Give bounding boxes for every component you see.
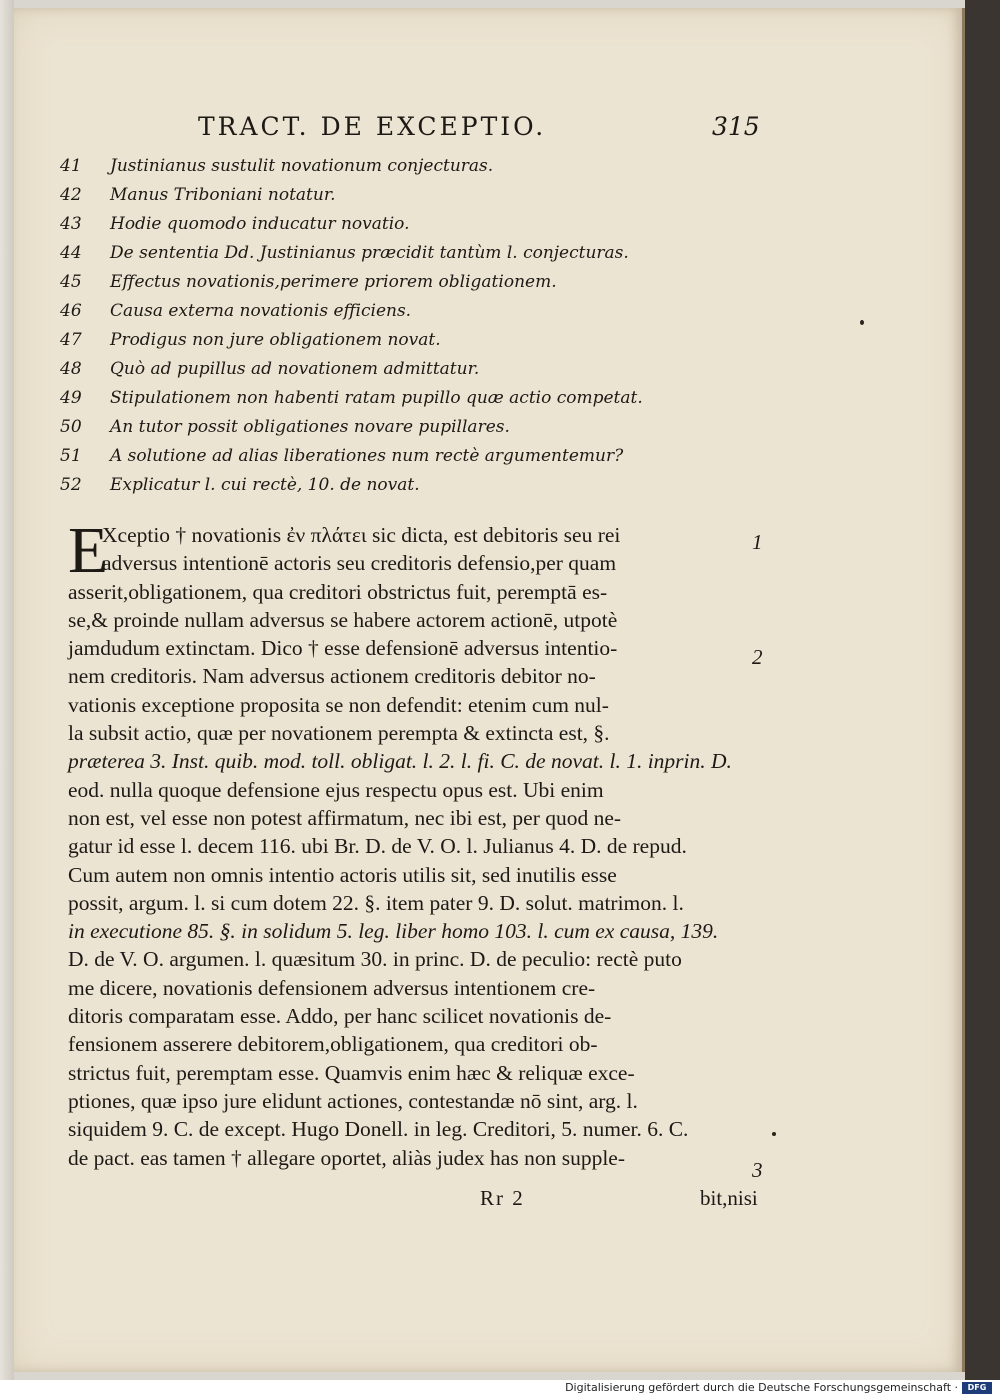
summary-number: 48 [60,359,82,379]
body-line: Xceptio † novationis ἐν πλάτει sic dicta, est debitoris seu rei [102,523,621,547]
body-line: ptiones, quæ ipso jure elidunt actiones, contestandæ nō sint, arg. l. [68,1088,638,1113]
body-line: non est, vel esse non potest affirmatum, nec ibi est, per quod ne- [68,805,622,830]
summary-item [60,446,680,475]
scan-background [965,0,1000,1380]
running-title: TRACT. DE EXCEPTIO. [198,112,547,141]
summary-number: 42 [60,185,82,205]
body-line: fensionem asserere debitorem,obligationem, qua creditori ob- [68,1032,598,1057]
summary-text: Manus Triboniani notatur. [110,185,336,205]
body-line: præterea 3. Inst. quib. mod. toll. obligat. l. 2. l. fi. C. de novat. l. 1. inprin. D. [68,749,732,774]
summary-number: 52 [60,475,82,495]
body-line: se,& proinde nullam adversus se habere actorem actionē, utpotè [68,607,618,632]
summary-text: Hodie quomodo inducatur novatio. [110,214,410,234]
signature-mark: Rr 2 [480,1186,525,1210]
drop-cap: E [68,514,109,587]
margin-note: 2 [752,645,763,669]
footer-bar [0,1380,1000,1396]
body-line: adversus intentionē actoris seu creditoris defensio,per quam [102,551,617,576]
summary-text: Quò ad pupillus ad novationem admittatur. [110,359,480,379]
catchword: bit,nisi [700,1186,758,1210]
summary-number: 50 [60,417,82,437]
body-line: me dicere, novationis defensionem adversus intentionem cre- [68,975,596,1000]
margin-note: 1 [752,530,763,554]
summary-text: Causa externa novationis efficiens. [110,301,412,321]
body-line: gatur id esse l. decem 116. ubi Br. D. de V. O. l. Julianus 4. D. de repud. [68,834,687,859]
ink-speck [860,320,864,325]
summary-number: 46 [60,301,82,321]
body-line: possit, argum. l. si cum dotem 22. §. item pater 9. D. solut. matrimon. l. [68,890,684,915]
summary-number: 45 [60,272,82,292]
summary-text: Prodigus non jure obligationem novat. [110,330,441,350]
summary-number: 41 [60,156,82,176]
body-line: siquidem 9. C. de except. Hugo Donell. in leg. Creditori, 5. numer. 6. C. [68,1117,689,1142]
body-line: strictus fuit, peremptam esse. Quamvis enim hæc & reliquæ exce- [68,1060,635,1085]
body-line: Cum autem non omnis intentio actoris utilis sit, sed inutilis esse [68,862,617,887]
ink-speck [772,1132,776,1136]
summary-text: A solutione ad alias liberationes num rectè argumentemur? [110,446,624,466]
summary-text: An tutor possit obligationes novare pupillares. [110,417,510,437]
page-header [198,112,758,148]
summary-item [60,301,680,330]
body-line: jamdudum extinctam. Dico † esse defensionē adversus intentio- [68,636,618,661]
summary-list [60,156,680,504]
dfg-logo: DFG [962,1382,992,1394]
body-line: de pact. eas tamen † allegare oportet, aliàs judex has non supple- [68,1145,626,1170]
summary-item [60,475,680,504]
summary-number: 44 [60,243,82,263]
summary-text: Justinianus sustulit novationum conjecturas. [110,156,494,176]
summary-item [60,243,680,272]
summary-item [60,272,680,301]
summary-item [60,214,680,243]
summary-text: Stipulationem non habenti ratam pupillo quæ actio competat. [110,388,643,408]
body-line: nem creditoris. Nam adversus actionem creditoris debitor no- [68,664,596,689]
margin-note: 3 [752,1158,763,1182]
summary-item [60,388,680,417]
signature-line [480,1186,780,1214]
body-line: la subsit actio, quæ per novationem perempta & extincta est, §. [68,721,610,746]
body-line: eod. nulla quoque defensione ejus respectu opus est. Ubi enim [68,777,604,802]
body-line: in executione 85. §. in solidum 5. leg. liber homo 103. l. cum ex causa, 139. [68,919,719,944]
body-line: ditoris comparatam esse. Addo, per hanc scilicet novationis de- [68,1004,612,1029]
summary-text: Explicatur l. cui rectè, 10. de novat. [110,475,420,495]
body-line: vationis exceptione proposita se non defendit: etenim cum nul- [68,692,609,717]
summary-item [60,359,680,388]
footer-credit: Digitalisierung gefördert durch die Deutsche Forschungsgemeinschaft · [565,1381,958,1394]
summary-number: 47 [60,330,82,350]
scan-edge [0,0,14,1380]
page-number: 315 [712,112,760,141]
summary-number: 49 [60,388,82,408]
summary-number: 51 [60,446,82,466]
summary-item [60,417,680,446]
summary-text: De sententia Dd. Justinianus præcidit tantùm l. conjecturas. [110,243,629,263]
body-line: asserit,obligationem, qua creditori obstrictus fuit, peremptā es- [68,579,608,604]
summary-item [60,156,680,185]
summary-item [60,185,680,214]
summary-text: Effectus novationis,perimere priorem obligationem. [110,272,557,292]
summary-number: 43 [60,214,82,234]
body-text [68,514,758,1174]
summary-item [60,330,680,359]
body-line: D. de V. O. argumen. l. quæsitum 30. in princ. D. de peculio: rectè puto [68,947,682,972]
